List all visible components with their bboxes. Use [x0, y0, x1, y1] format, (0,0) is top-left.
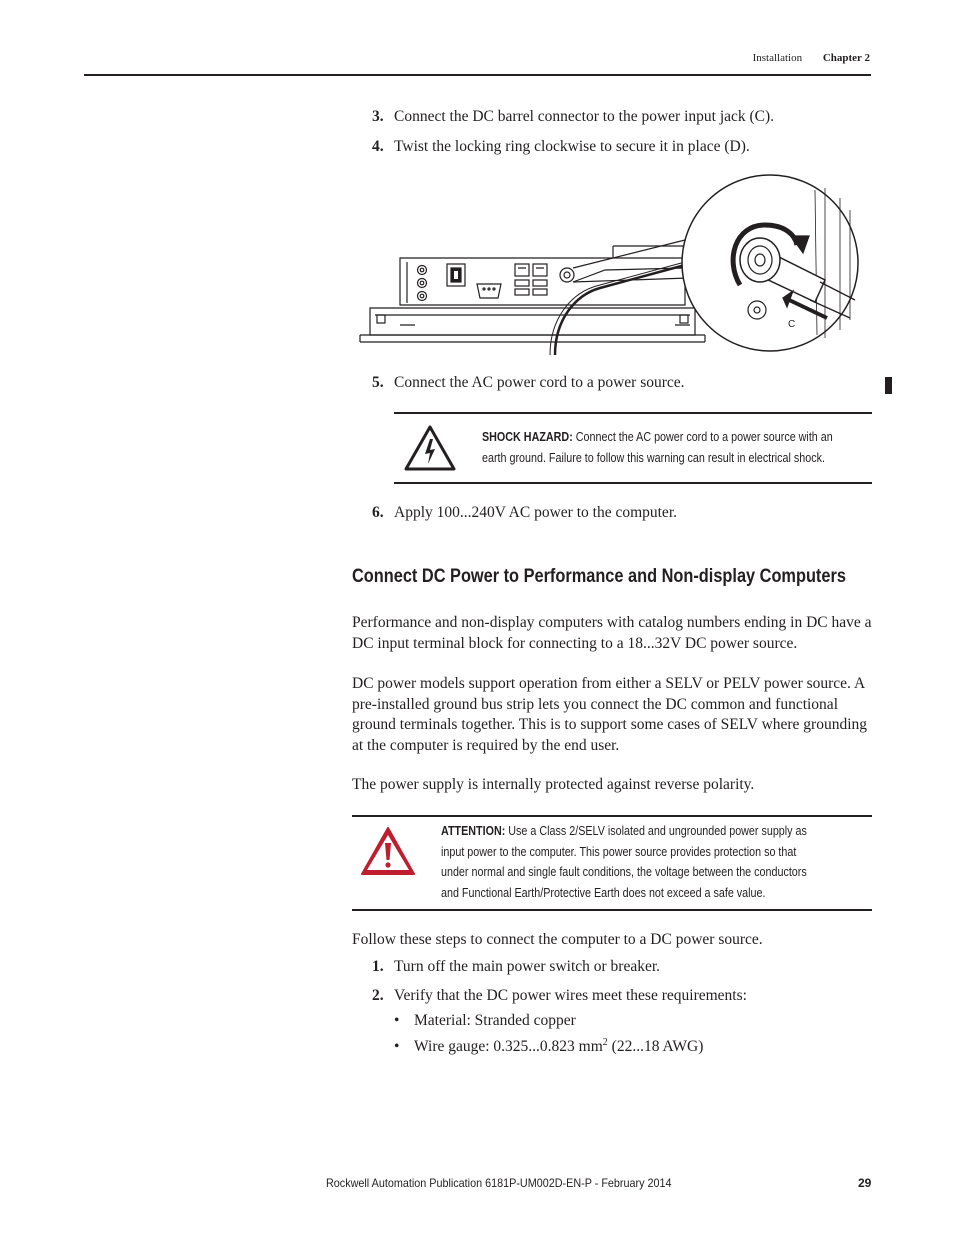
- step-number: 6.: [372, 504, 384, 521]
- dc-connector-figure: [355, 170, 865, 360]
- bullet-wire-gauge: [394, 1037, 703, 1056]
- shock-hazard-text: [482, 427, 869, 468]
- attention-bottom-rule: [352, 909, 872, 911]
- change-bar: [885, 377, 892, 394]
- step-number: 2.: [372, 987, 384, 1004]
- footer-publication: Rockwell Automation Publication 6181P-UM002D-EN-P - February 2014: [326, 1176, 672, 1190]
- step-number: 4.: [372, 138, 384, 155]
- step-1: [372, 958, 660, 976]
- follow-steps-text: Follow these steps to connect the computer to a DC power source.: [352, 931, 763, 948]
- header-chapter-label: Chapter 2: [822, 52, 870, 64]
- shock-hazard-label: SHOCK HAZARD:: [482, 430, 573, 444]
- attention-top-rule: [352, 815, 872, 817]
- step-number: 1.: [372, 958, 384, 975]
- section-heading: Connect DC Power to Performance and Non-display Computers: [352, 566, 846, 587]
- superscript: 2: [602, 1037, 608, 1048]
- bullet-text: Wire gauge: 0.325...0.823 mm: [414, 1038, 603, 1056]
- bullet-dot-icon: •: [394, 1012, 400, 1029]
- step-number: 5.: [372, 374, 384, 391]
- step-text: Verify that the DC power wires meet these requirements:: [394, 987, 747, 1004]
- callout-d: D: [800, 236, 808, 247]
- step-4: [372, 138, 750, 156]
- bullet-text: Material: Stranded copper: [414, 1012, 576, 1029]
- running-header: [735, 52, 870, 64]
- attention-line2: input power to the computer. This power source provides protection so that: [441, 844, 797, 859]
- step-3: [372, 108, 774, 126]
- step-text: Twist the locking ring clockwise to secure it in place (D).: [394, 138, 750, 155]
- page-number: 29: [858, 1176, 872, 1190]
- step-5: [372, 374, 685, 392]
- step-2: [372, 987, 747, 1005]
- step-6: [372, 504, 677, 522]
- shock-hazard-line2: earth ground. Failure to follow this warning can result in electrical shock.: [482, 450, 825, 465]
- callout-c: C: [788, 319, 796, 330]
- step-number: 3.: [372, 108, 384, 125]
- bullet-dot-icon: •: [394, 1038, 400, 1056]
- shock-hazard-top-rule: [394, 412, 872, 414]
- shock-hazard-icon: [403, 424, 457, 472]
- attention-line1: Use a Class 2/SELV isolated and ungrounded power supply as: [508, 824, 807, 838]
- attention-line4: and Functional Earth/Protective Earth does not exceed a safe value.: [441, 885, 766, 900]
- paragraph-reverse-polarity: The power supply is internally protected against reverse polarity.: [352, 776, 755, 793]
- shock-hazard-line1: Connect the AC power cord to a power source with an: [575, 430, 833, 444]
- attention-line3: under normal and single fault conditions, the voltage between the conductors: [441, 865, 807, 879]
- attention-icon: [359, 825, 417, 877]
- step-text: Apply 100...240V AC power to the computer.: [394, 504, 677, 521]
- step-text: Turn off the main power switch or breaker.: [394, 958, 661, 975]
- attention-text: [441, 821, 871, 903]
- paragraph-catalog: Performance and non-display computers with catalog numbers ending in DC have a DC input terminal block for connecting to a 18...32V DC power source.: [352, 614, 872, 652]
- bullet-material: [394, 1012, 576, 1030]
- attention-label: ATTENTION:: [441, 824, 506, 838]
- paragraph-selv-pelv: DC power models support operation from either a SELV or PELV power source. A pre-installed ground bus strip lets you connect the DC common and functional ground terminals together. This is to support some cases of SELV where grounding at the computer is required by the end user.: [352, 675, 868, 754]
- step-text: Connect the DC barrel connector to the power input jack (C).: [394, 108, 775, 125]
- header-section-label: Installation: [752, 52, 803, 64]
- header-rule: [84, 74, 871, 76]
- step-text: Connect the AC power cord to a power source.: [394, 374, 685, 391]
- bullet-text-suffix: (22...18 AWG): [607, 1038, 704, 1056]
- shock-hazard-bottom-rule: [394, 482, 872, 484]
